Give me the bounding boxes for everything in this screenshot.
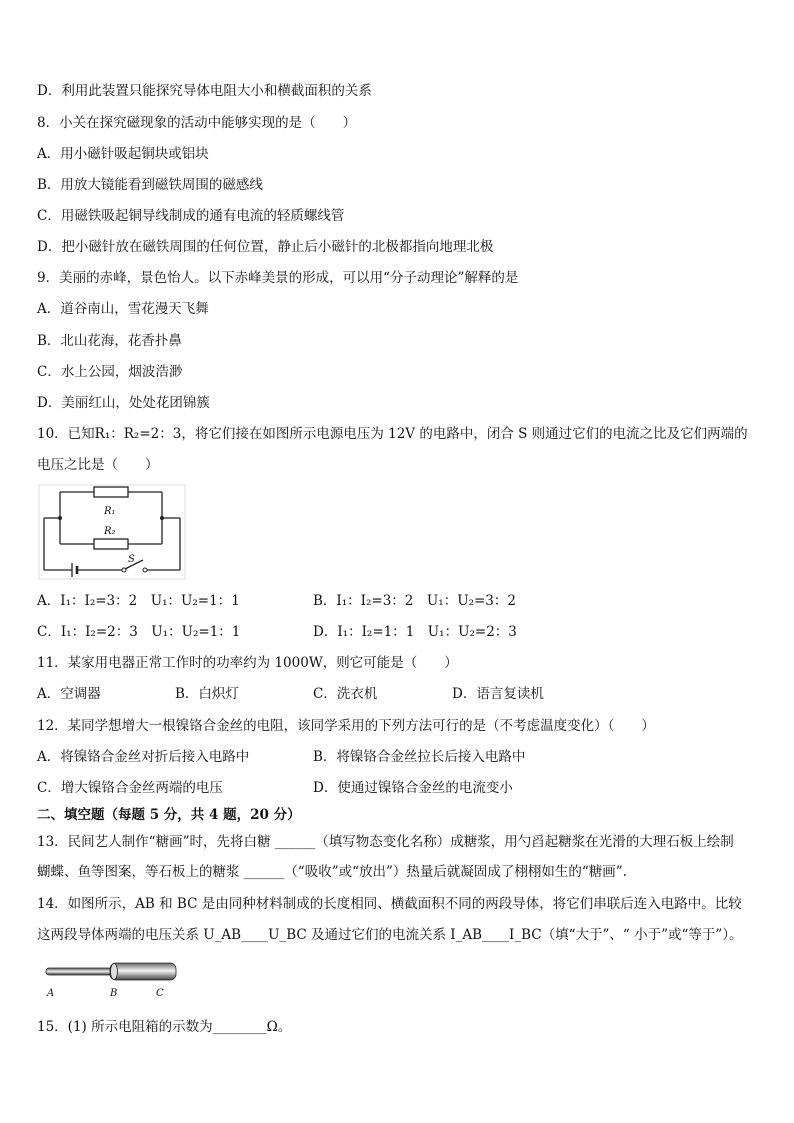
q8-option-b: B．用放大镜能看到磁铁周围的磁感线: [37, 177, 263, 193]
q12-option-c: C．增大镍铬合金丝两端的电压: [37, 780, 223, 796]
q11-option-b: B．白炽灯: [175, 686, 239, 702]
q13-line2: 蝴蝶、鱼等图案，等石板上的糖浆 ______（“吸收”或“放出”）热量后就凝固成了栩栩如生的“糖画”.: [37, 864, 627, 880]
q12-stem: 12．某同学想增大一根镍铬合金丝的电阻，该同学采用的下列方法可行的是（不考虑温度变化）（ ）: [37, 718, 655, 734]
q10-option-b: B．I₁：I₂=3：2 U₁：U₂=3：2: [313, 593, 516, 609]
q10-stem-line2: 电压之比是（ ）: [37, 457, 159, 473]
q8-option-a: A．用小磁针吸起铜块或铝块: [37, 146, 209, 162]
segment-ab: [46, 968, 114, 975]
point-c-label: C: [156, 988, 164, 999]
switch-label: S: [128, 554, 135, 565]
r1-resistor: [94, 487, 128, 497]
q14-line1: 14．如图所示，AB 和 BC 是由同种材料制成的长度相同、横截面积不同的两段导体，将它们串联后连入电路中。比较: [37, 896, 742, 912]
q10-option-d: D．I₁：I₂=1：1 U₁：U₂=2：3: [313, 624, 517, 640]
q8-stem: 8．小关在探究磁现象的活动中能够实现的是（ ）: [37, 115, 357, 131]
q9-option-a: A．道谷南山，雪花漫天飞舞: [37, 301, 209, 317]
q11-stem: 11．某家用电器正常工作时的功率约为 1000W，则它可能是（ ）: [37, 655, 458, 671]
q11-option-a: A．空调器: [37, 686, 101, 702]
q14-line2: 这两段导体两端的电压关系 U_AB____U_BC 及通过它们的电流关系 I_AB____I_BC（填“大于”、“ 小于”或“等于”）。: [37, 927, 743, 943]
q11-option-c: C．洗衣机: [313, 686, 378, 702]
segment-bc: [110, 963, 176, 980]
q13-line1: 13．民间艺人制作“糖画”时，先将白糖 ______（填写物态变化名称）成糖浆，用勺舀起糖浆在光滑的大理石板上绘制: [37, 834, 734, 850]
q12-option-b: B．将镍铬合金丝拉长后接入电路中: [313, 749, 526, 765]
q11-option-d: D．语言复读机: [452, 686, 544, 702]
point-b-label: B: [110, 988, 118, 999]
section-heading-fill-blanks: 二、填空题（每题 5 分，共 4 题，20 分）: [37, 807, 301, 823]
q8-option-c: C．用磁铁吸起铜导线制成的通有电流的轻质螺线管: [37, 208, 345, 224]
r1-label: R₁: [104, 506, 116, 517]
q12-option-d: D．使通过镍铬合金丝的电流变小: [313, 780, 513, 796]
q15-stem: 15．(1) 所示电阻箱的示数为________Ω。: [37, 1019, 292, 1035]
q8-option-d: D．把小磁针放在磁铁周围的任何位置，静止后小磁针的北极都指向地理北极: [37, 239, 494, 255]
point-a-label: A: [47, 988, 55, 999]
q10-option-a: A．I₁：I₂=3：2 U₁：U₂=1：1: [37, 593, 240, 609]
q12-option-a: A．将镍铬合金丝对折后接入电路中: [37, 749, 250, 765]
q9-option-c: C．水上公园，烟波浩渺: [37, 364, 183, 380]
q9-option-d: D．美丽红山，处处花团锦簇: [37, 395, 210, 411]
r2-label: R₂: [104, 526, 116, 537]
prev-question-option-d: D．利用此装置只能探究导体电阻大小和横截面积的关系: [37, 83, 372, 99]
q10-stem-line1: 10．已知R₁：R₂=2：3，将它们接在如图所示电源电压为 12V 的电路中，闭合 S 则通过它们的电流之比及它们两端的: [37, 426, 748, 442]
q10-option-c: C．I₁：I₂=2：3 U₁：U₂=1：1: [37, 624, 241, 640]
q9-stem: 9．美丽的赤峰，景色怡人。以下赤峰美景的形成，可以用“分子动理论”解释的是: [37, 270, 519, 286]
q14-conductor-figure: [42, 960, 182, 984]
q9-option-b: B．北山花海，花香扑鼻: [37, 333, 182, 349]
